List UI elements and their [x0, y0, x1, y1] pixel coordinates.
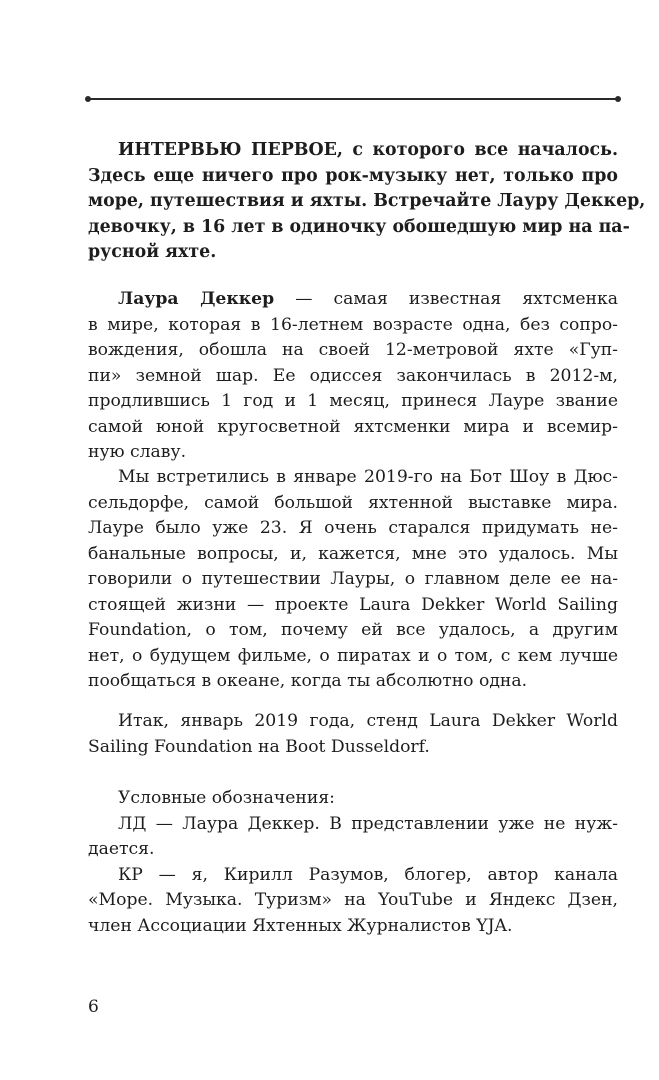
bio-first-line	[88, 287, 618, 313]
legend-line: КР — я, Кирилл Разумов, блогер, автор канала	[118, 864, 618, 885]
intro-line: море, путешествия и яхты. Встречайте Лауру Деккер,	[88, 191, 646, 211]
bio-paragraph	[88, 287, 618, 466]
legend-line: член Ассоциации Яхтенных Журналистов YJA.	[88, 915, 513, 936]
meeting-line: нет, о будущем фильме, о пиратах и о том, с кем лучше	[88, 645, 618, 666]
meeting-line: говорили о путешествии Лауры, о главном деле ее на-	[88, 569, 618, 589]
bio-line: пи» земной шар. Ее одиссея закончилась в 2012-м,	[88, 365, 618, 386]
intro-line: Здесь еще ничего про рок-музыку нет, только про	[88, 165, 618, 186]
bio-name: Лаура Деккер	[118, 289, 275, 309]
intro-paragraph	[88, 138, 646, 266]
meeting-line: стоящей жизни — проекте Laura Dekker World Sailing	[88, 594, 618, 615]
meeting-line: пообщаться в океане, когда ты абсолютно одна.	[88, 671, 528, 691]
intro-line: ИНТЕРВЬЮ ПЕРВОЕ, с которого все началось.	[118, 140, 618, 160]
meeting-paragraph	[88, 465, 618, 695]
meeting-line: банальные вопросы, и, кажется, мне это удалось. Мы	[88, 543, 618, 564]
intro-line: девочку, в 16 лет в одиночку обошедшую мир на па-	[88, 216, 630, 237]
meeting-line: Мы встретились в январе 2019-го на Бот Шоу в Дюс-	[118, 467, 618, 487]
setting-paragraph	[88, 709, 618, 760]
legend-line: ЛД — Лаура Деккер. В представлении уже не нуж-	[118, 813, 618, 834]
meeting-line: Лауре было уже 23. Я очень старался придумать не-	[88, 518, 618, 538]
legend-line: дается.	[88, 839, 155, 859]
setting-line: Итак, январь 2019 года, стенд Laura Dekker World	[118, 711, 618, 731]
legend-line: «Море. Музыка. Туризм» на YouTube и Яндекс Дзен,	[88, 890, 618, 910]
legend-heading: Условные обозначения:	[118, 788, 335, 808]
bio-line: ную славу.	[88, 442, 187, 462]
bio-line: вождения, обошла на своей 12-метровой яхте «Гуп-	[88, 340, 618, 360]
legend-section	[88, 786, 618, 939]
rule-dot-right	[615, 96, 621, 102]
rule-dot-left	[85, 96, 91, 102]
bio-line: в мире, которая в 16-летнем возрасте одна, без сопро-	[88, 314, 618, 335]
bio-line: самой юной кругосветной яхтсменки мира и всемир-	[88, 416, 618, 437]
meeting-line: Foundation, о том, почему ей все удалось, а другим	[88, 620, 618, 640]
intro-line: русной яхте.	[88, 242, 217, 262]
header-rule	[88, 98, 618, 100]
bio-line: продлившись 1 год и 1 месяц, принеся Лауре звание	[88, 391, 618, 411]
meeting-line: сельдорфе, самой большой яхтенной выставке мира.	[88, 492, 618, 513]
setting-line: Sailing Foundation на Boot Dusseldorf.	[88, 736, 430, 757]
bio-first-rest: — самая известная яхтсменка	[274, 289, 618, 309]
page-number: 6	[88, 997, 99, 1017]
